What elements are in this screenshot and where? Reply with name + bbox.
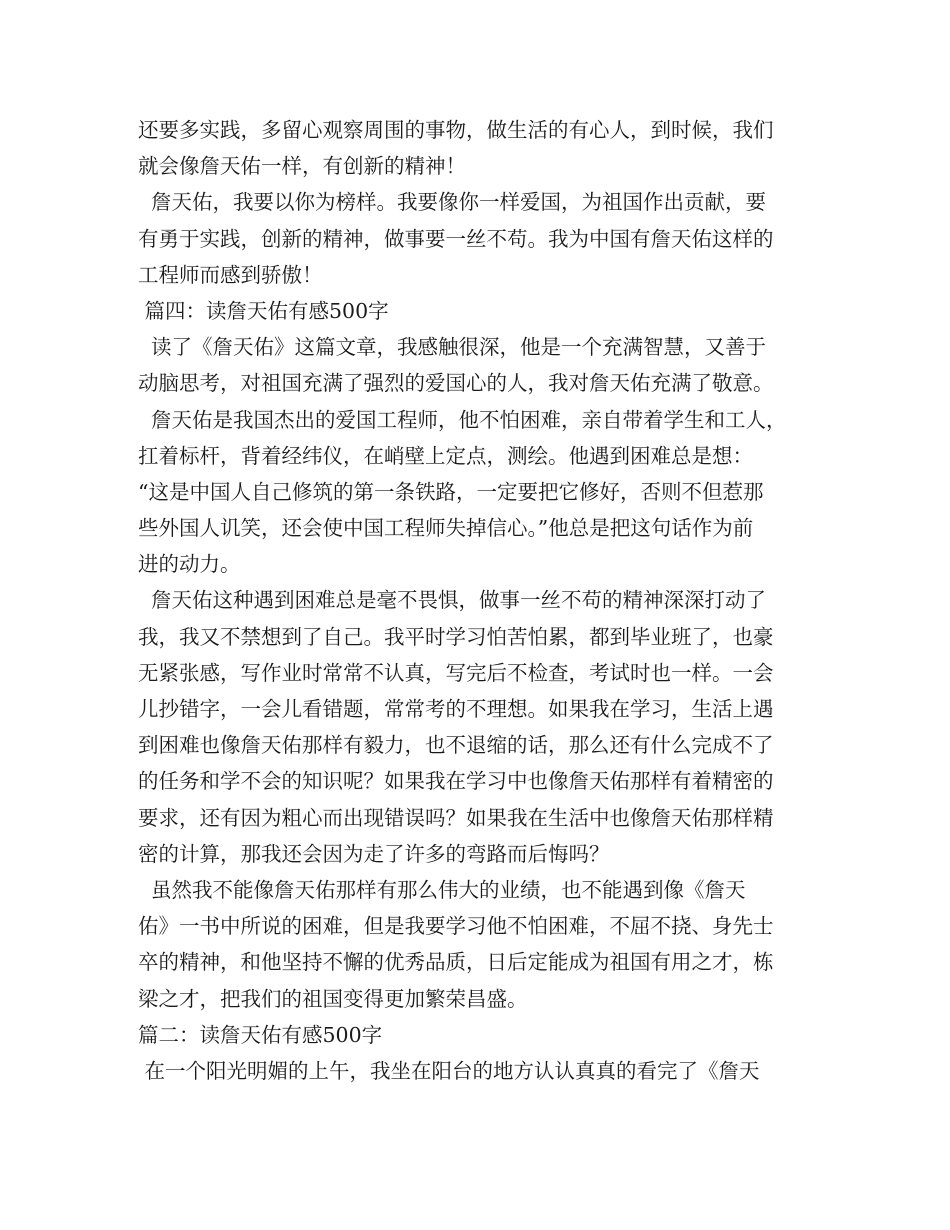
text-line: 读了《詹天佑》这篇文章，我感触很深，他是一个充满智慧，又善于 xyxy=(138,335,767,360)
text-line: 在一个阳光明媚的上午，我坐在阳台的地方认认真真的看完了《詹天 xyxy=(138,1058,760,1083)
text-line: 要求，还有因为粗心而出现错误吗？如果我在生活中也像詹天佑那样精 xyxy=(138,805,774,830)
section-heading: 篇四：读詹天佑有感500字 xyxy=(138,298,389,323)
text-line: 还要多实践，多留心观察周围的事物，做生活的有心人，到时候，我们 xyxy=(138,118,774,142)
text-line: 虽然我不能像詹天佑那样有那么伟大的业绩，也不能遇到像《詹天 xyxy=(138,877,746,902)
text-line: “这是中国人自己修筑的第一条铁路，一定要把它修好，否则不但惹那 xyxy=(138,479,764,504)
text-line: 詹天佑，我要以你为榜样。我要像你一样爱国，为祖国作出贡献，要 xyxy=(138,190,767,215)
text-line: 到困难也像詹天佑那样有毅力，也不退缩的话，那么还有什么完成不了 xyxy=(138,733,774,758)
text-line: 我，我又不禁想到了自己。我平时学习怕苦怕累，都到毕业班了，也豪 xyxy=(138,624,774,649)
text-line: 的任务和学不会的知识呢？如果我在学习中也像詹天佑那样有着精密的 xyxy=(138,769,774,794)
text-line: 詹天佑这种遇到困难总是毫不畏惧，做事一丝不苟的精神深深打动了 xyxy=(138,588,767,613)
text-line: 动脑思考，对祖国充满了强烈的爱国心的人，我对詹天佑充满了敬意。 xyxy=(138,371,774,396)
text-line: 工程师而感到骄傲！ xyxy=(138,262,323,287)
text-line: 有勇于实践，创新的精神，做事要一丝不苟。我为中国有詹天佑这样的 xyxy=(138,226,774,251)
text-line: 詹天佑是我国杰出的爱国工程师，他不怕困难，亲自带着学生和工人， xyxy=(138,407,787,432)
text-line: 扛着标杆，背着经纬仪，在峭壁上定点，测绘。他遇到困难总是想： xyxy=(138,443,753,468)
section-heading: 篇二：读詹天佑有感500字 xyxy=(138,1022,383,1047)
text-line: 就会像詹天佑一样，有创新的精神！ xyxy=(138,154,466,179)
text-line: 些外国人讥笑，还会使中国工程师失掉信心。”他总是把这句话作为前 xyxy=(138,516,754,541)
text-line: 密的计算，那我还会因为走了许多的弯路而后悔吗？ xyxy=(138,841,610,866)
text-line: 佑》一书中所说的困难，但是我要学习他不怕困难，不屈不挠、身先士 xyxy=(138,914,774,939)
body-text xyxy=(138,112,828,1089)
text-line: 进的动力。 xyxy=(138,552,241,577)
text-line: 儿抄错字，一会儿看错题，常常考的不理想。如果我在学习，生活上遇 xyxy=(138,697,774,721)
text-line: 卒的精神，和他坚持不懈的优秀品质，日后定能成为祖国有用之才，栋 xyxy=(138,950,774,975)
text-line: 无紧张感，写作业时常常不认真，写完后不检查，考试时也一样。一会 xyxy=(138,660,774,685)
text-line: 梁之才，把我们的祖国变得更加繁荣昌盛。 xyxy=(138,986,528,1011)
